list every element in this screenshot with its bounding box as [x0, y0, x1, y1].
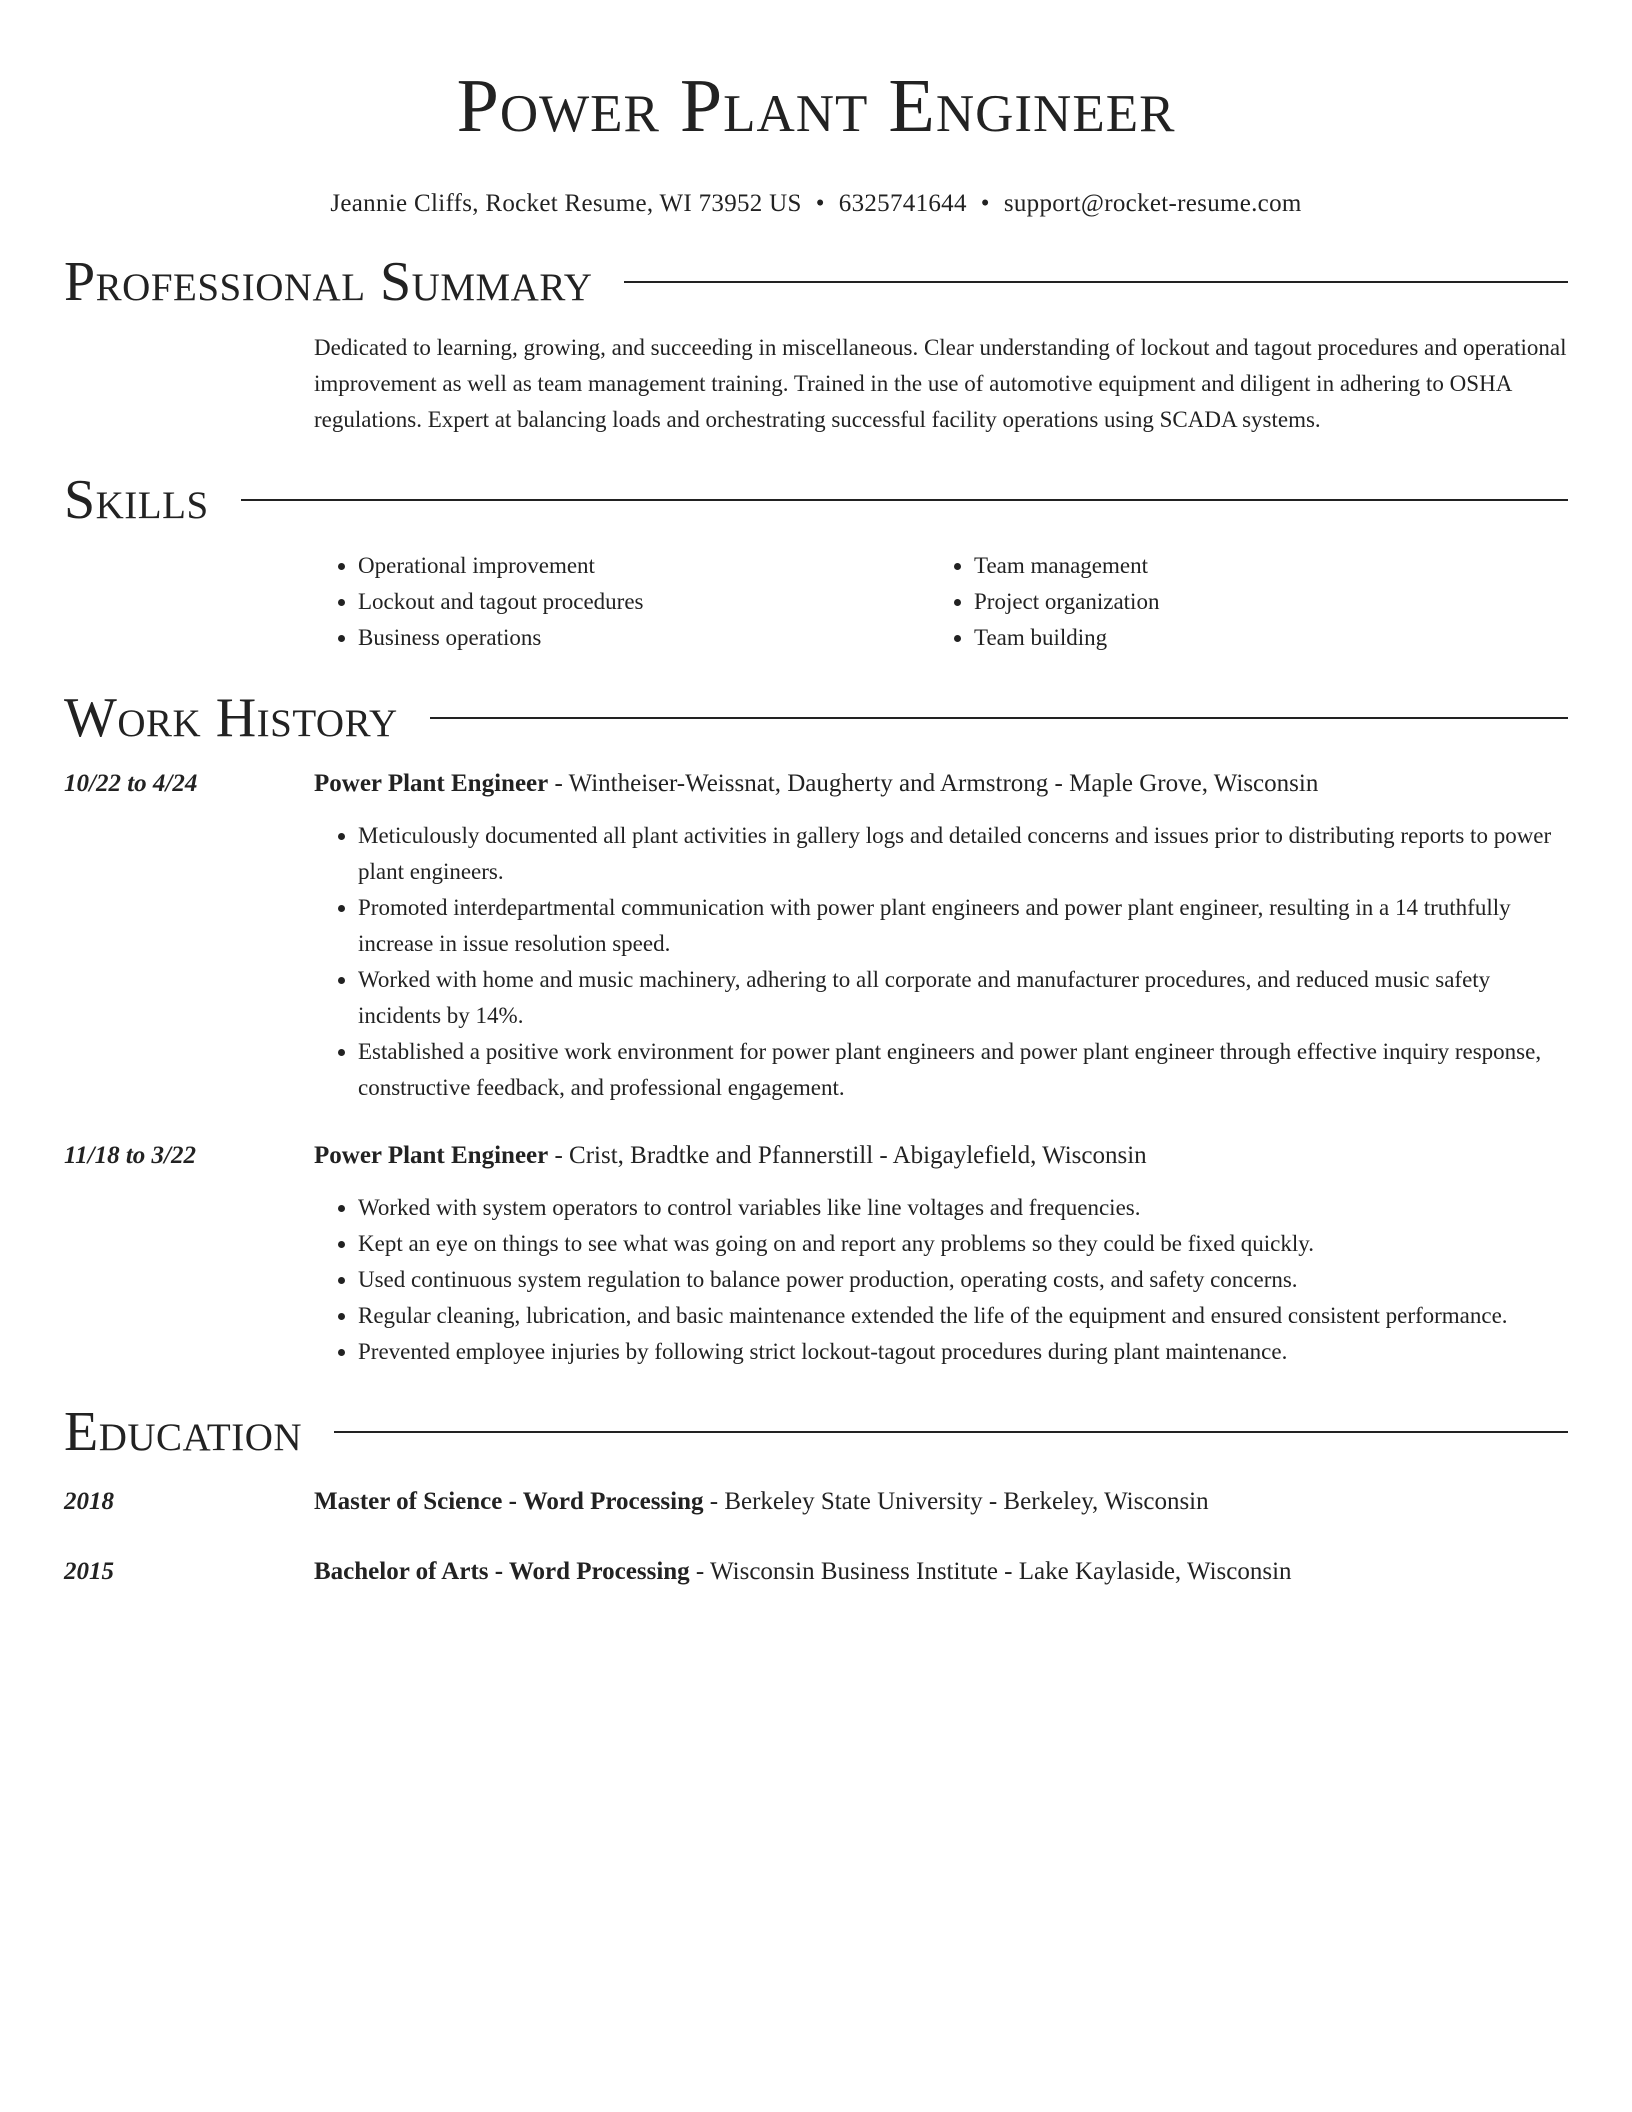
job-employer: - Crist, Bradtke and Pfannerstill - Abigaylefield, Wisconsin [548, 1142, 1147, 1169]
education-section-header [64, 1400, 1568, 1464]
job-dates: 10/22 to 4/24 [64, 770, 198, 797]
contact-separator: • [980, 190, 990, 217]
education-line [314, 1484, 1209, 1520]
education-heading: Education [64, 1401, 303, 1463]
section-divider [430, 717, 1568, 719]
skill-item: • Team building [974, 620, 1546, 656]
education-degree: Master of Science - Word Processing [314, 1488, 704, 1515]
job-employer: - Wintheiser-Weissnat, Daugherty and Armstrong - Maple Grove, Wisconsin [548, 770, 1319, 797]
job-bullets [314, 1190, 1568, 1370]
job-header [64, 766, 1568, 802]
contact-address: Jeannie Cliffs, Rocket Resume, WI 73952 US [330, 190, 802, 217]
job-title-line [314, 766, 1318, 802]
contact-separator: • [815, 190, 825, 217]
job-title: Power Plant Engineer [314, 1142, 549, 1169]
resume-name: Power Plant Engineer [456, 64, 1176, 148]
skills-section-header [64, 468, 1568, 532]
work-heading: Work History [64, 687, 398, 749]
education-school: - Wisconsin Business Institute - Lake Kaylaside, Wisconsin [689, 1558, 1292, 1585]
job-dates: 11/18 to 3/22 [64, 1142, 196, 1169]
job-bullet: • Prevented employee injuries by following strict lockout-tagout procedures during plant maintenance. [358, 1334, 1568, 1370]
job-entry [64, 766, 1568, 1106]
education-line [314, 1554, 1292, 1590]
job-bullet: • Worked with system operators to control variables like line voltages and frequencies. [358, 1190, 1568, 1226]
skill-item: • Operational improvement [358, 548, 930, 584]
job-header [64, 1138, 1568, 1174]
summary-heading: Professional Summary [64, 251, 593, 313]
skills-column-left [314, 548, 930, 656]
skill-item: • Lockout and tagout procedures [358, 584, 930, 620]
skills-list [314, 548, 1568, 656]
skill-item: • Business operations [358, 620, 930, 656]
education-year: 2015 [64, 1558, 114, 1585]
contact-line [64, 186, 1568, 222]
job-bullet: • Regular cleaning, lubrication, and basic maintenance extended the life of the equipment and ensured consistent performance. [358, 1298, 1568, 1334]
skills-column-right [930, 548, 1546, 656]
job-bullets [314, 818, 1568, 1106]
skill-item: • Project organization [974, 584, 1546, 620]
job-bullet: • Used continuous system regulation to balance power production, operating costs, and safety concerns. [358, 1262, 1568, 1298]
job-title: Power Plant Engineer [314, 770, 549, 797]
education-year: 2018 [64, 1488, 114, 1515]
job-bullet: • Meticulously documented all plant activities in gallery logs and detailed concerns and issues prior to distributing reports to power plant engineers. [358, 818, 1568, 890]
job-bullet: • Kept an eye on things to see what was going on and report any problems so they could be fixed quickly. [358, 1226, 1568, 1262]
education-school: - Berkeley State University - Berkeley, Wisconsin [703, 1488, 1209, 1515]
skills-heading: Skills [64, 469, 209, 531]
education-entry [64, 1484, 1568, 1520]
section-divider [241, 499, 1568, 501]
section-divider [624, 281, 1568, 283]
job-title-line [314, 1138, 1147, 1174]
education-degree: Bachelor of Arts - Word Processing [314, 1558, 690, 1585]
contact-phone: 6325741644 [838, 190, 967, 217]
job-bullet: • Worked with home and music machinery, adhering to all corporate and manufacturer procedures, and reduced music safety incidents by 14%. [358, 962, 1568, 1034]
contact-email: support@rocket-resume.com [1003, 190, 1302, 217]
section-divider [334, 1431, 1568, 1433]
job-entry [64, 1138, 1568, 1370]
job-bullet: • Established a positive work environment for power plant engineers and power plant engineer through effective inquiry response, constructive feedback, and professional engagement. [358, 1034, 1568, 1106]
summary-body [314, 330, 1568, 438]
summary-section-header [64, 250, 1568, 314]
job-bullet: • Promoted interdepartmental communication with power plant engineers and power plant engineer, resulting in a 14 truthfully increase in issue resolution speed. [358, 890, 1568, 962]
work-section-header [64, 686, 1568, 750]
skill-item: • Team management [974, 548, 1546, 584]
summary-text: Dedicated to learning, growing, and succeeding in miscellaneous. Clear understanding of lockout and tagout procedures and operational improvement as well as team management training. Trained in the use of automotive equipment and diligent in adhering to OSHA regulations. Expert at balancing loads and orchestrating successful facility operations using SCADA systems. [314, 335, 1567, 432]
education-entry [64, 1554, 1568, 1590]
